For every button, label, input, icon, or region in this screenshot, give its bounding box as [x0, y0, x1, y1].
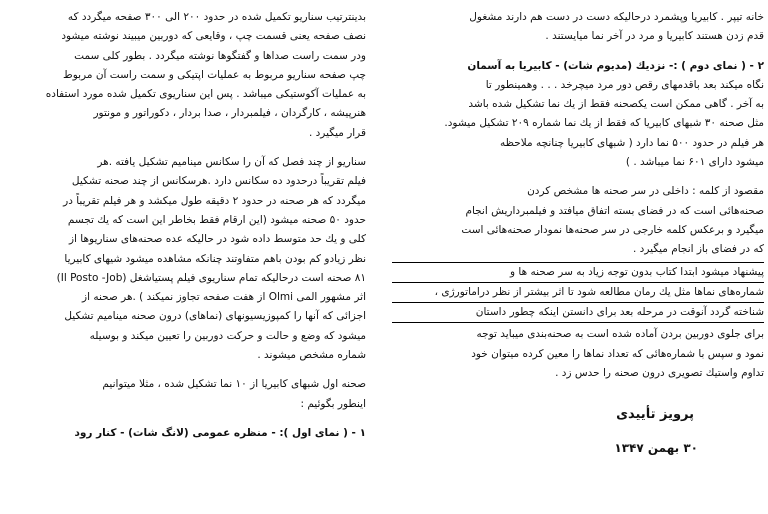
- left-page: [18, 0, 366, 514]
- text-line: شماره‌های نماها مثل یك رمان مطالعه شود تا اثر بیشتر از نظر دراماتورژی ،: [392, 282, 764, 302]
- text-line: میشود دارای ۶۰۱ نما میباشد . ): [625, 156, 764, 169]
- text-line: میشود که وضع و حالت و حرکت دوربین را تعیین میکند و بوسیله: [89, 329, 366, 342]
- text-line: ۸۱ صحنه است درحالیکه تمام سناریوی فیلم پستیاشغل (Il Posto -Job): [56, 271, 366, 284]
- author-signature: پرویز تأییدی: [616, 407, 694, 423]
- text-line: کلی و یك حد متوسط داده شود در حالیکه عده صحنه‌های سناریوها از: [68, 233, 366, 246]
- text-line: اینطور بگوئیم :: [300, 397, 366, 410]
- text-line: شماره مشخص میشوند .: [257, 349, 366, 362]
- paragraph-3: [392, 182, 764, 259]
- text-line: صحنه اول شبهای کابیریا از ۱۰ نما تشکیل شده ، مثلا میتوانیم: [102, 378, 366, 391]
- text-line: خانه تیپر . کابیریا وپشمرد درحالیکه دست در دست هم دارند مشغول: [469, 11, 764, 23]
- signature-date: ۳۰ بهمن ۱۳۴۷: [614, 440, 698, 455]
- text-line: اثر مشهور المی Olmi از هفت صفحه تجاوز نمیکند ) .هر صحنه از: [82, 291, 366, 304]
- text-line: هنرپیشه ، کارگردان ، فیلمبردار ، صدا بردار ، دکوراتور و مونتور: [93, 107, 366, 120]
- paragraph-1: [392, 8, 764, 47]
- boxed-note: [392, 262, 764, 324]
- text-line: سناریو از چند فصل که آن را سکانس مینامیم تشکیل یافته .هر: [97, 156, 366, 169]
- text-line: شناخته گردد آنوقت در مرحله بعد برای دانستن اینکه چطور داستان: [392, 302, 764, 322]
- text-line: قرار میگیرد .: [308, 126, 366, 139]
- text-line: قدم زدن هستند کابیریا و مرد در آخر نما میایستند .: [545, 30, 764, 43]
- text-line: برای جلوی دوربین بردن آماده شده است به صحنه‌بندی میباید توجه: [476, 328, 764, 341]
- shot-heading: ۲ - ( نمای دوم ) :- نزدیك (مدیوم شات) - کابیریا به آسمان: [467, 59, 764, 72]
- text-line: ودر سمت راست صداها و گفتگوها نوشته میگردد . بطور کلی سمت: [74, 49, 366, 62]
- text-line: به عملیات آکوستیکی میباشد . پس این سناریوی تکمیل شده مورد استفاده: [45, 88, 366, 101]
- text-line: نمود و سپس با شماره‌هائی که تعداد نماها را معین کرده میتوان خود: [471, 347, 764, 360]
- right-page: [392, 0, 764, 514]
- text-line: فیلم تقریباً درحدود ده سکانس دارد .هرسکانس از چند صحنه تشکیل: [71, 175, 366, 188]
- text-line: چپ صفحه سناریو مربوط به عملیات اپتیکی و سمت راست آن مربوط: [63, 68, 366, 81]
- text-line: حدود ۵۰ صحنه میشود (این ارقام فقط بخاطر این است که یك تجسم: [67, 213, 366, 226]
- paragraph-4: [392, 325, 764, 383]
- text-line: هر فیلم در حدود ۵۰۰ نما دارد ( شبهای کابیریا چنانچه ملاحظه: [500, 136, 764, 149]
- paragraph-1: [18, 8, 366, 143]
- text-line: میگیرد و برعکس کلمه خارجی در سر صحنه‌ها نمودار صحنه‌هائی است: [461, 223, 764, 236]
- text-line: نظر زیادو کم بودن باهم متفاوتند چنانکه مشاهده میشود شیهای کابیریا: [64, 252, 366, 265]
- paragraph-2: [392, 57, 764, 173]
- paragraph-2: [18, 153, 366, 365]
- shot-heading: ۱ - ( نمای اول ): - منظره عمومی (لانگ شات) - کنار رود: [74, 426, 366, 439]
- text-line: نگاه میکند بعد باقدمهای رقص دور مرد میچرخد . . . وهمینطور تا: [485, 78, 764, 91]
- text-line: اجزائی که آنها را کمپوزیسیونهای (نماهای) درون صحنه مینامیم تشکیل: [64, 310, 366, 323]
- text-line: نصف صفحه یعنی قسمت چپ ، وقایعی که دوربین میبیند نوشته میشود: [61, 30, 366, 43]
- text-line: مقصود از کلمه : داخلی در سر صحنه ها مشخص کردن: [527, 185, 764, 198]
- text-line: میگردد که هر صحنه در حدود ۲ دقیقه طول میکشد و هر فیلم تقریباً در: [63, 194, 366, 207]
- text-line: بدینترتیب سناریو تکمیل شده در حدود ۲۰۰ الی ۳۰۰ صفحه میگردد که: [67, 11, 366, 23]
- text-line: که در فضای باز انجام میگیرد .: [632, 243, 764, 256]
- text-line: پیشنهاد میشود ابتدا کتاب بدون توجه زیاد به سر صحنه ها و: [510, 265, 764, 278]
- text-line: مثل صحنه ۳۰ شبهای کابیریا که فقط از یك نما شماره ۲۰۹ تشکیل میشود.: [444, 117, 764, 130]
- text-line: صحنه‌هائی است که در فضای بسته اتفاق میافتد و فیلمبرداریش انجام: [465, 204, 764, 217]
- paragraph-3: [18, 375, 366, 414]
- text-line: به آخر . گاهی ممکن است یکصحنه فقط از یك نما تشکیل شده باشد: [468, 98, 764, 111]
- text-line: تداوم واستیك تصویری درون صحنه را حدس زد .: [555, 367, 764, 380]
